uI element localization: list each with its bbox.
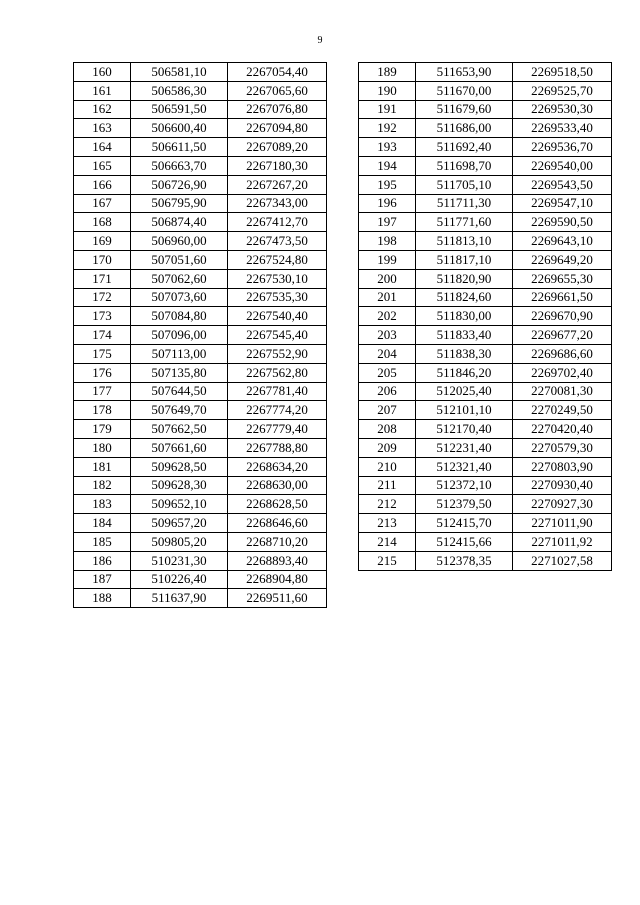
point-number-cell: 191 [359, 100, 416, 119]
point-number-cell: 207 [359, 401, 416, 420]
table-row [359, 363, 612, 382]
y-coordinate-cell: 2269533,40 [513, 119, 612, 138]
point-number-cell: 200 [359, 269, 416, 288]
point-number-cell: 168 [74, 213, 131, 232]
table-row [74, 457, 327, 476]
y-coordinate-cell: 2267788,80 [228, 438, 327, 457]
x-coordinate-cell: 507135,80 [131, 363, 228, 382]
point-number-cell: 202 [359, 307, 416, 326]
point-number-cell: 160 [74, 63, 131, 82]
table-row [74, 100, 327, 119]
table-row [359, 250, 612, 269]
y-coordinate-cell: 2269649,20 [513, 250, 612, 269]
table-row [359, 344, 612, 363]
table-row [359, 438, 612, 457]
table-row [74, 438, 327, 457]
y-coordinate-cell: 2267343,00 [228, 194, 327, 213]
y-coordinate-cell: 2267094,80 [228, 119, 327, 138]
point-number-cell: 185 [74, 532, 131, 551]
table-row [74, 532, 327, 551]
table-row [359, 382, 612, 401]
table-row [359, 401, 612, 420]
point-number-cell: 201 [359, 288, 416, 307]
x-coordinate-cell: 506611,50 [131, 138, 228, 157]
x-coordinate-cell: 509657,20 [131, 514, 228, 533]
table-body [359, 63, 612, 571]
y-coordinate-cell: 2269540,00 [513, 156, 612, 175]
point-number-cell: 180 [74, 438, 131, 457]
x-coordinate-cell: 512372,10 [416, 476, 513, 495]
x-coordinate-cell: 507084,80 [131, 307, 228, 326]
table-row [74, 232, 327, 251]
table-row [74, 194, 327, 213]
x-coordinate-cell: 507662,50 [131, 420, 228, 439]
table-row [74, 138, 327, 157]
table-row [74, 420, 327, 439]
x-coordinate-cell: 507661,60 [131, 438, 228, 457]
y-coordinate-cell: 2268634,20 [228, 457, 327, 476]
table-row [74, 344, 327, 363]
table-row [74, 495, 327, 514]
point-number-cell: 204 [359, 344, 416, 363]
table-row [359, 495, 612, 514]
table-row [74, 250, 327, 269]
y-coordinate-cell: 2267473,50 [228, 232, 327, 251]
table-row [74, 589, 327, 608]
point-number-cell: 184 [74, 514, 131, 533]
point-number-cell: 176 [74, 363, 131, 382]
x-coordinate-cell: 512379,50 [416, 495, 513, 514]
page-number: 9 [317, 35, 323, 46]
y-coordinate-cell: 2271011,90 [513, 514, 612, 533]
y-coordinate-cell: 2269686,60 [513, 344, 612, 363]
table-row [359, 63, 612, 82]
y-coordinate-cell: 2268710,20 [228, 532, 327, 551]
x-coordinate-cell: 512231,40 [416, 438, 513, 457]
y-coordinate-cell: 2269536,70 [513, 138, 612, 157]
point-number-cell: 188 [74, 589, 131, 608]
y-coordinate-cell: 2270249,50 [513, 401, 612, 420]
x-coordinate-cell: 507096,00 [131, 326, 228, 345]
y-coordinate-cell: 2268904,80 [228, 570, 327, 589]
x-coordinate-cell: 506726,90 [131, 175, 228, 194]
point-number-cell: 210 [359, 457, 416, 476]
table-row [359, 232, 612, 251]
table-row [74, 307, 327, 326]
x-coordinate-cell: 506795,90 [131, 194, 228, 213]
point-number-cell: 171 [74, 269, 131, 288]
point-number-cell: 192 [359, 119, 416, 138]
point-number-cell: 196 [359, 194, 416, 213]
table-row [74, 326, 327, 345]
point-number-cell: 213 [359, 514, 416, 533]
table-row [359, 213, 612, 232]
point-number-cell: 163 [74, 119, 131, 138]
point-number-cell: 189 [359, 63, 416, 82]
point-number-cell: 215 [359, 551, 416, 570]
point-number-cell: 198 [359, 232, 416, 251]
y-coordinate-cell: 2267054,40 [228, 63, 327, 82]
point-number-cell: 174 [74, 326, 131, 345]
point-number-cell: 205 [359, 363, 416, 382]
x-coordinate-cell: 507649,70 [131, 401, 228, 420]
table-row [74, 514, 327, 533]
y-coordinate-cell: 2269530,30 [513, 100, 612, 119]
table-row [74, 363, 327, 382]
x-coordinate-cell: 511686,00 [416, 119, 513, 138]
table-row [359, 307, 612, 326]
coordinates-table-right [358, 62, 612, 571]
point-number-cell: 193 [359, 138, 416, 157]
y-coordinate-cell: 2269661,50 [513, 288, 612, 307]
table-row [74, 476, 327, 495]
y-coordinate-cell: 2267065,60 [228, 81, 327, 100]
y-coordinate-cell: 2271011,92 [513, 532, 612, 551]
y-coordinate-cell: 2267535,30 [228, 288, 327, 307]
x-coordinate-cell: 506960,00 [131, 232, 228, 251]
table-row [359, 119, 612, 138]
x-coordinate-cell: 509628,30 [131, 476, 228, 495]
table-row [359, 476, 612, 495]
point-number-cell: 187 [74, 570, 131, 589]
x-coordinate-cell: 506600,40 [131, 119, 228, 138]
y-coordinate-cell: 2269543,50 [513, 175, 612, 194]
point-number-cell: 179 [74, 420, 131, 439]
point-number-cell: 164 [74, 138, 131, 157]
y-coordinate-cell: 2269643,10 [513, 232, 612, 251]
point-number-cell: 195 [359, 175, 416, 194]
x-coordinate-cell: 507073,60 [131, 288, 228, 307]
table-row [74, 156, 327, 175]
x-coordinate-cell: 511824,60 [416, 288, 513, 307]
y-coordinate-cell: 2269547,10 [513, 194, 612, 213]
y-coordinate-cell: 2267562,80 [228, 363, 327, 382]
point-number-cell: 194 [359, 156, 416, 175]
y-coordinate-cell: 2267774,20 [228, 401, 327, 420]
table-row [359, 326, 612, 345]
x-coordinate-cell: 509628,50 [131, 457, 228, 476]
y-coordinate-cell: 2270927,30 [513, 495, 612, 514]
table-row [74, 63, 327, 82]
x-coordinate-cell: 511813,10 [416, 232, 513, 251]
y-coordinate-cell: 2267267,20 [228, 175, 327, 194]
y-coordinate-cell: 2270420,40 [513, 420, 612, 439]
x-coordinate-cell: 511711,30 [416, 194, 513, 213]
y-coordinate-cell: 2269590,50 [513, 213, 612, 232]
x-coordinate-cell: 511705,10 [416, 175, 513, 194]
point-number-cell: 173 [74, 307, 131, 326]
table-row [74, 213, 327, 232]
table-row [74, 119, 327, 138]
table-row [359, 551, 612, 570]
table-body [74, 63, 327, 608]
x-coordinate-cell: 506874,40 [131, 213, 228, 232]
y-coordinate-cell: 2267552,90 [228, 344, 327, 363]
x-coordinate-cell: 506663,70 [131, 156, 228, 175]
table-row [359, 81, 612, 100]
table-row [359, 420, 612, 439]
table-row [359, 138, 612, 157]
point-number-cell: 181 [74, 457, 131, 476]
coordinates-table-left [73, 62, 327, 608]
y-coordinate-cell: 2270803,90 [513, 457, 612, 476]
y-coordinate-cell: 2267779,40 [228, 420, 327, 439]
x-coordinate-cell: 509652,10 [131, 495, 228, 514]
table-row [359, 288, 612, 307]
x-coordinate-cell: 507644,50 [131, 382, 228, 401]
x-coordinate-cell: 507062,60 [131, 269, 228, 288]
x-coordinate-cell: 510226,40 [131, 570, 228, 589]
y-coordinate-cell: 2267524,80 [228, 250, 327, 269]
point-number-cell: 170 [74, 250, 131, 269]
point-number-cell: 172 [74, 288, 131, 307]
x-coordinate-cell: 506591,50 [131, 100, 228, 119]
x-coordinate-cell: 511771,60 [416, 213, 513, 232]
y-coordinate-cell: 2267089,20 [228, 138, 327, 157]
x-coordinate-cell: 512101,10 [416, 401, 513, 420]
x-coordinate-cell: 511670,00 [416, 81, 513, 100]
y-coordinate-cell: 2268630,00 [228, 476, 327, 495]
table-row [74, 382, 327, 401]
y-coordinate-cell: 2269670,90 [513, 307, 612, 326]
table-row [74, 269, 327, 288]
table-row [359, 100, 612, 119]
x-coordinate-cell: 511692,40 [416, 138, 513, 157]
y-coordinate-cell: 2267412,70 [228, 213, 327, 232]
y-coordinate-cell: 2267545,40 [228, 326, 327, 345]
y-coordinate-cell: 2269525,70 [513, 81, 612, 100]
point-number-cell: 178 [74, 401, 131, 420]
x-coordinate-cell: 511830,00 [416, 307, 513, 326]
x-coordinate-cell: 511846,20 [416, 363, 513, 382]
x-coordinate-cell: 511679,60 [416, 100, 513, 119]
x-coordinate-cell: 511653,90 [416, 63, 513, 82]
table-row [359, 514, 612, 533]
x-coordinate-cell: 511817,10 [416, 250, 513, 269]
table-row [74, 288, 327, 307]
y-coordinate-cell: 2267530,10 [228, 269, 327, 288]
x-coordinate-cell: 512025,40 [416, 382, 513, 401]
x-coordinate-cell: 507051,60 [131, 250, 228, 269]
x-coordinate-cell: 510231,30 [131, 551, 228, 570]
table-row [74, 570, 327, 589]
table-row [359, 532, 612, 551]
point-number-cell: 203 [359, 326, 416, 345]
y-coordinate-cell: 2269518,50 [513, 63, 612, 82]
y-coordinate-cell: 2267076,80 [228, 100, 327, 119]
point-number-cell: 197 [359, 213, 416, 232]
y-coordinate-cell: 2267180,30 [228, 156, 327, 175]
y-coordinate-cell: 2267540,40 [228, 307, 327, 326]
y-coordinate-cell: 2269655,30 [513, 269, 612, 288]
y-coordinate-cell: 2268646,60 [228, 514, 327, 533]
table-row [74, 81, 327, 100]
y-coordinate-cell: 2270081,30 [513, 382, 612, 401]
x-coordinate-cell: 509805,20 [131, 532, 228, 551]
point-number-cell: 167 [74, 194, 131, 213]
table-row [74, 401, 327, 420]
point-number-cell: 199 [359, 250, 416, 269]
y-coordinate-cell: 2270579,30 [513, 438, 612, 457]
x-coordinate-cell: 512170,40 [416, 420, 513, 439]
table-row [359, 457, 612, 476]
x-coordinate-cell: 511820,90 [416, 269, 513, 288]
point-number-cell: 175 [74, 344, 131, 363]
x-coordinate-cell: 506581,10 [131, 63, 228, 82]
point-number-cell: 209 [359, 438, 416, 457]
point-number-cell: 212 [359, 495, 416, 514]
x-coordinate-cell: 512321,40 [416, 457, 513, 476]
y-coordinate-cell: 2268628,50 [228, 495, 327, 514]
point-number-cell: 183 [74, 495, 131, 514]
point-number-cell: 169 [74, 232, 131, 251]
y-coordinate-cell: 2269677,20 [513, 326, 612, 345]
table-row [359, 194, 612, 213]
point-number-cell: 214 [359, 532, 416, 551]
x-coordinate-cell: 511698,70 [416, 156, 513, 175]
y-coordinate-cell: 2269702,40 [513, 363, 612, 382]
point-number-cell: 166 [74, 175, 131, 194]
x-coordinate-cell: 512415,70 [416, 514, 513, 533]
point-number-cell: 162 [74, 100, 131, 119]
point-number-cell: 182 [74, 476, 131, 495]
x-coordinate-cell: 507113,00 [131, 344, 228, 363]
y-coordinate-cell: 2271027,58 [513, 551, 612, 570]
point-number-cell: 208 [359, 420, 416, 439]
table-row [74, 175, 327, 194]
x-coordinate-cell: 512378,35 [416, 551, 513, 570]
point-number-cell: 206 [359, 382, 416, 401]
table-row [359, 269, 612, 288]
y-coordinate-cell: 2269511,60 [228, 589, 327, 608]
x-coordinate-cell: 511838,30 [416, 344, 513, 363]
point-number-cell: 177 [74, 382, 131, 401]
point-number-cell: 190 [359, 81, 416, 100]
x-coordinate-cell: 512415,66 [416, 532, 513, 551]
point-number-cell: 161 [74, 81, 131, 100]
table-row [359, 175, 612, 194]
table-row [74, 551, 327, 570]
x-coordinate-cell: 511833,40 [416, 326, 513, 345]
x-coordinate-cell: 506586,30 [131, 81, 228, 100]
point-number-cell: 211 [359, 476, 416, 495]
point-number-cell: 165 [74, 156, 131, 175]
table-row [359, 156, 612, 175]
y-coordinate-cell: 2267781,40 [228, 382, 327, 401]
point-number-cell: 186 [74, 551, 131, 570]
y-coordinate-cell: 2268893,40 [228, 551, 327, 570]
x-coordinate-cell: 511637,90 [131, 589, 228, 608]
y-coordinate-cell: 2270930,40 [513, 476, 612, 495]
